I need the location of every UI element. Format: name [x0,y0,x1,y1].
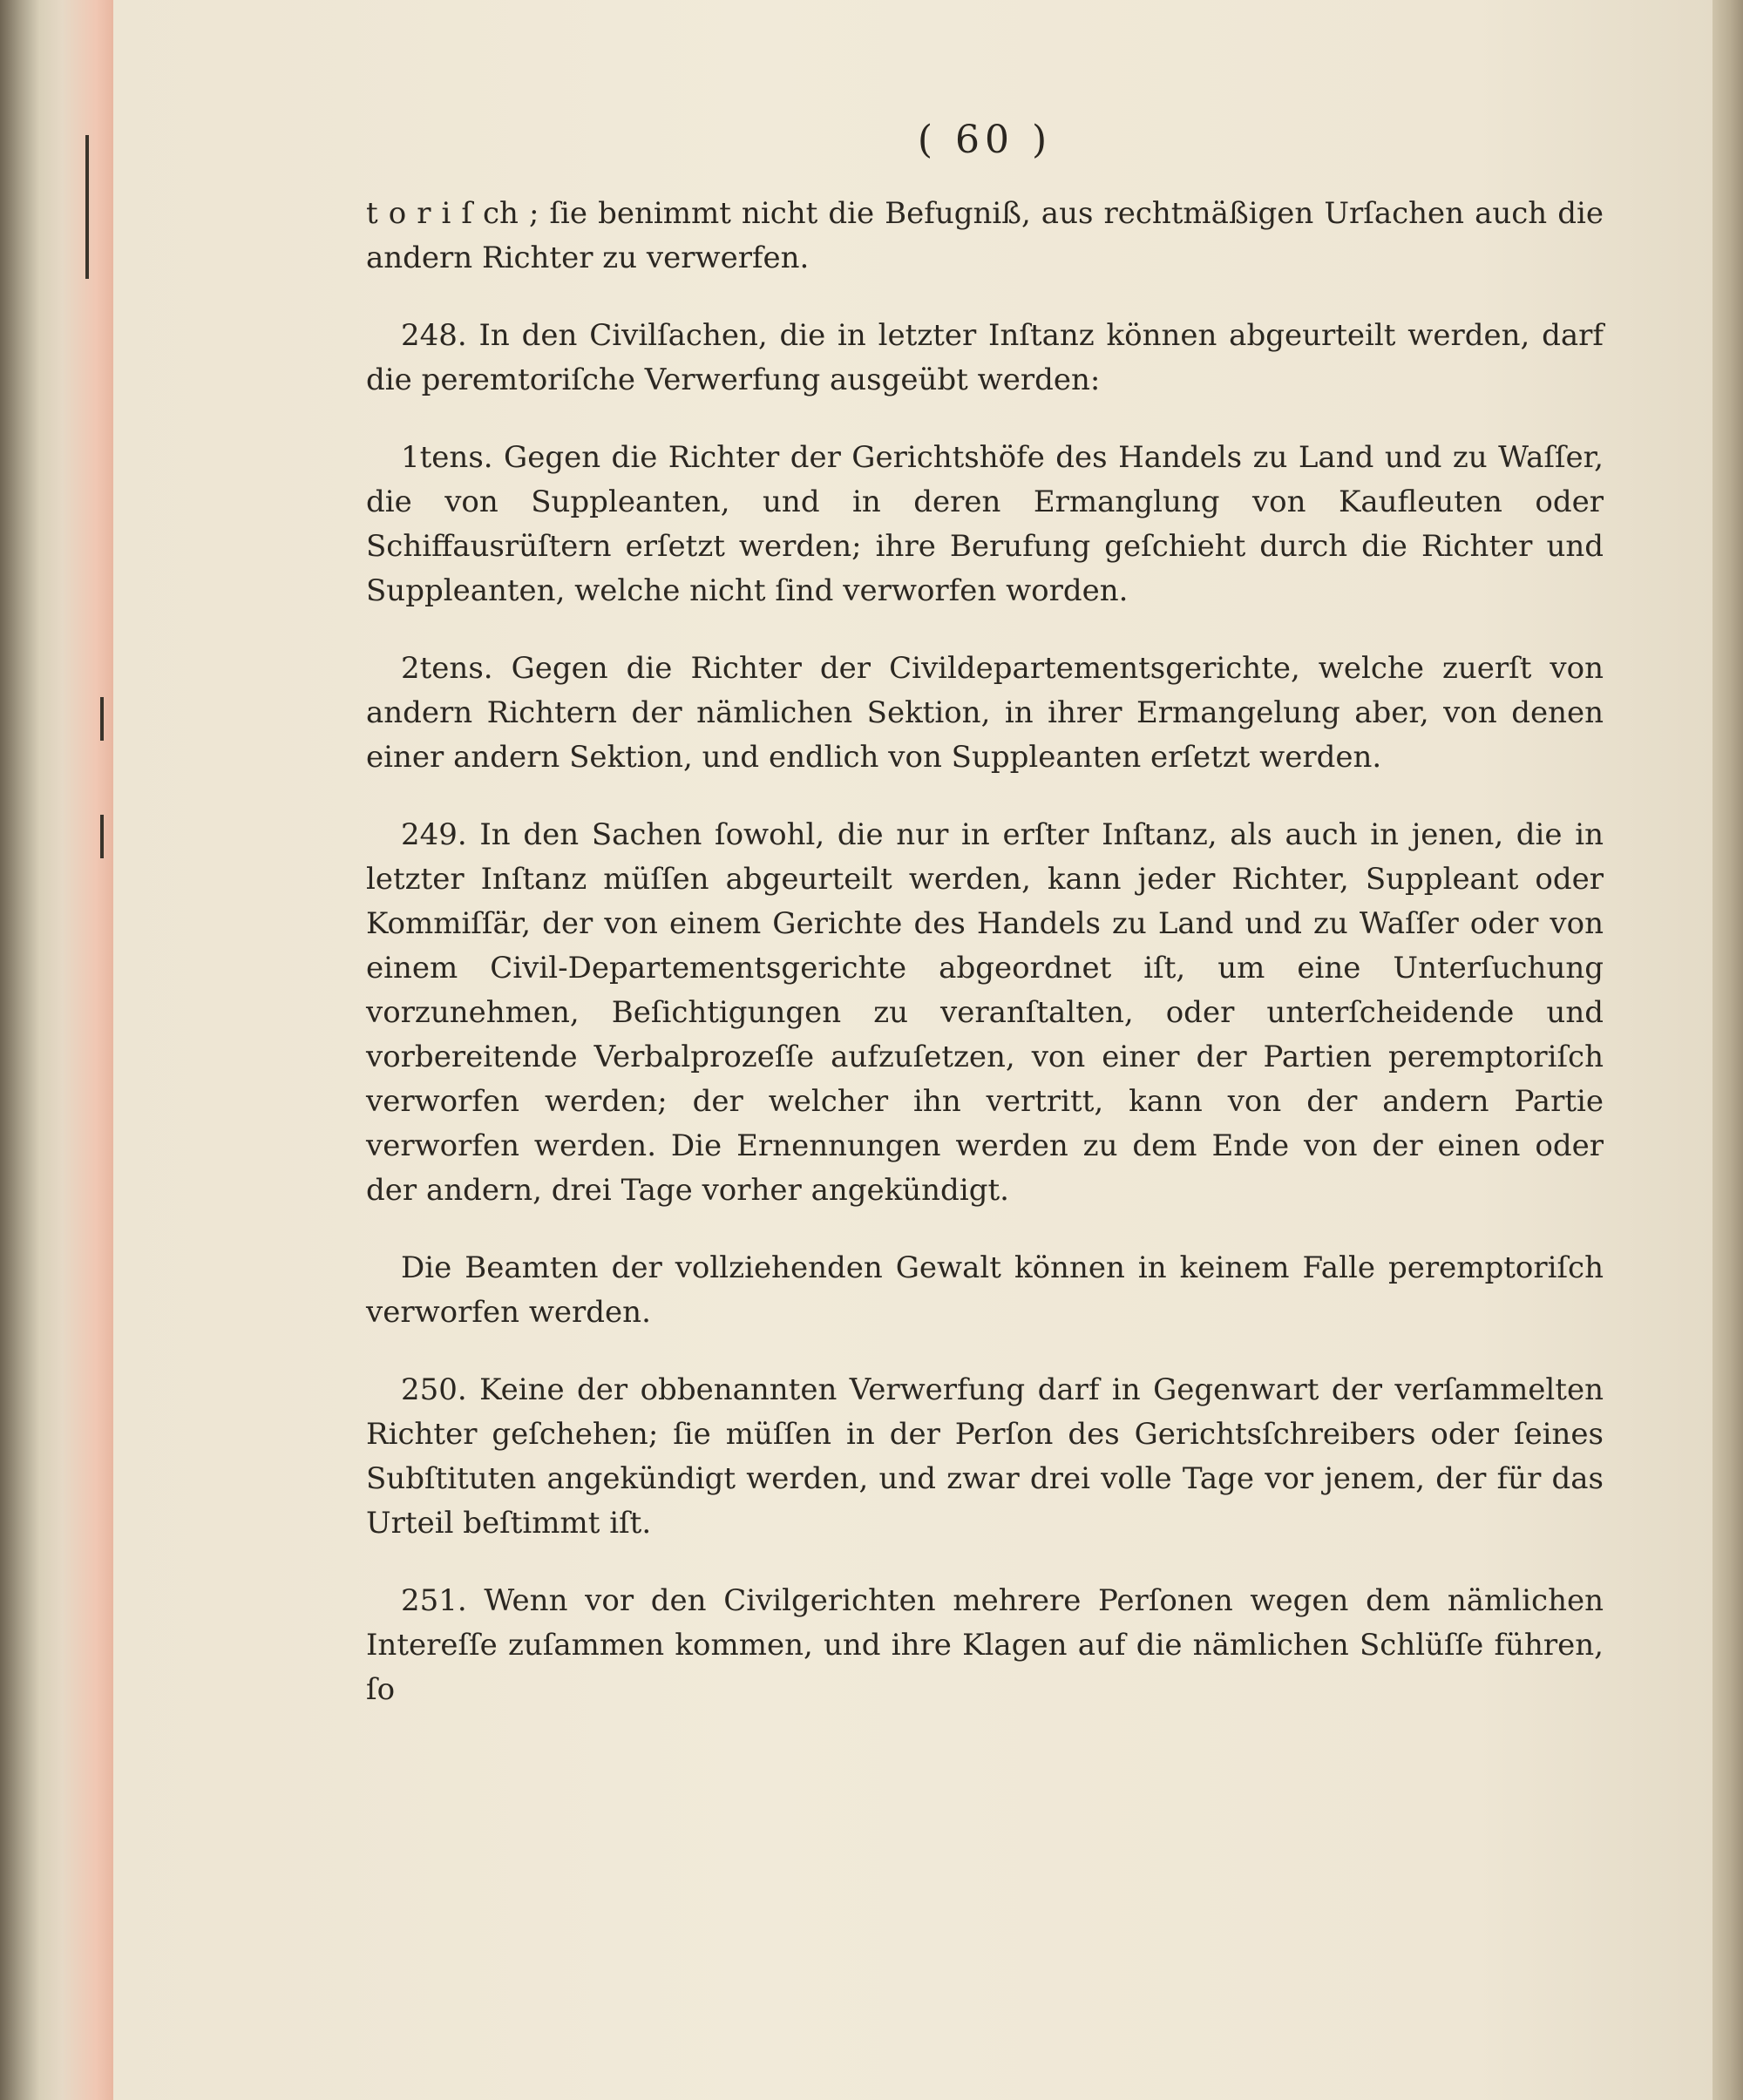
paragraph: 1tens. Gegen die Richter der Gerichtshöfe des Handels zu Land und zu Waſſer, die von Suppleanten, und in deren Ermanglung von Kaufleuten oder Schiffausrüſtern erſetzt werden; ihre Berufung geſchieht durch die Richter und Suppleanten, welche nicht ſind verworfen worden. [366,440,1604,608]
paragraph: 251. Wenn vor den Civilgerichten mehrere Perſonen wegen dem nämlichen Intereſſe zuſammen kommen, und ihre Klagen auf die nämlichen Schlüſſe führen, ſo [366,1583,1604,1707]
page-number: ( 60 ) [917,118,1053,162]
paragraph: t o r i ſ ch ; ſie benimmt nicht die Befugniß, aus rechtmäßigen Urſachen auch die andern Richter zu verwerfen. [366,196,1604,275]
paragraph: 2tens. Gegen die Richter der Civildepartementsgerichte, welche zuerſt von andern Richtern der nämlichen Sektion, in ihrer Ermangelung aber, von denen einer andern Sektion, und endlich von Suppleanten erſetzt werden. [366,651,1604,775]
scan-right-edge [1712,0,1743,2100]
paragraph: 248. In den Civilſachen, die in letzter Inſtanz können abgeurteilt werden, darf die peremtoriſche Verwerfung ausgeübt werden: [366,318,1604,397]
margin-mark [85,135,89,279]
paragraph: Die Beamten der vollziehenden Gewalt können in keinem Falle peremptoriſch verworfen werden. [366,1250,1604,1330]
page-text [366,192,1604,1745]
margin-mark [100,815,104,858]
margin-mark [100,697,104,741]
paragraph: 249. In den Sachen ſowohl, die nur in erſter Inſtanz, als auch in jenen, die in letzter Inſtanz müſſen abgeurteilt werden, kann jeder Richter, Suppleant oder Kommiſſär, der von einem Gerichte des Handels zu Land und zu Waſſer oder von einem Civil-Departementsgerichte abgeordnet iſt, um eine Unterſuchung vorzunehmen, Beſichtigungen zu veranſtalten, oder unterſcheidende und vorbereitende Verbalprozeſſe aufzuſetzen, von einer der Partien peremptoriſch verworfen werden; der welcher ihn vertritt, kann von der andern Partie verworfen werden. Die Ernennungen werden zu dem Ende von der einen oder der andern, drei Tage vorher angekündigt. [366,817,1604,1208]
paragraph: 250. Keine der obbenannten Verwerfung darf in Gegenwart der verſammelten Richter geſchehen; ſie müſſen in der Perſon des Gerichtsſchreibers oder ſeines Subſtituten angekündigt werden, und zwar drei volle Tage vor jenem, der für das Urteil beſtimmt iſt. [366,1372,1604,1541]
scan-left-edge [0,0,113,2100]
